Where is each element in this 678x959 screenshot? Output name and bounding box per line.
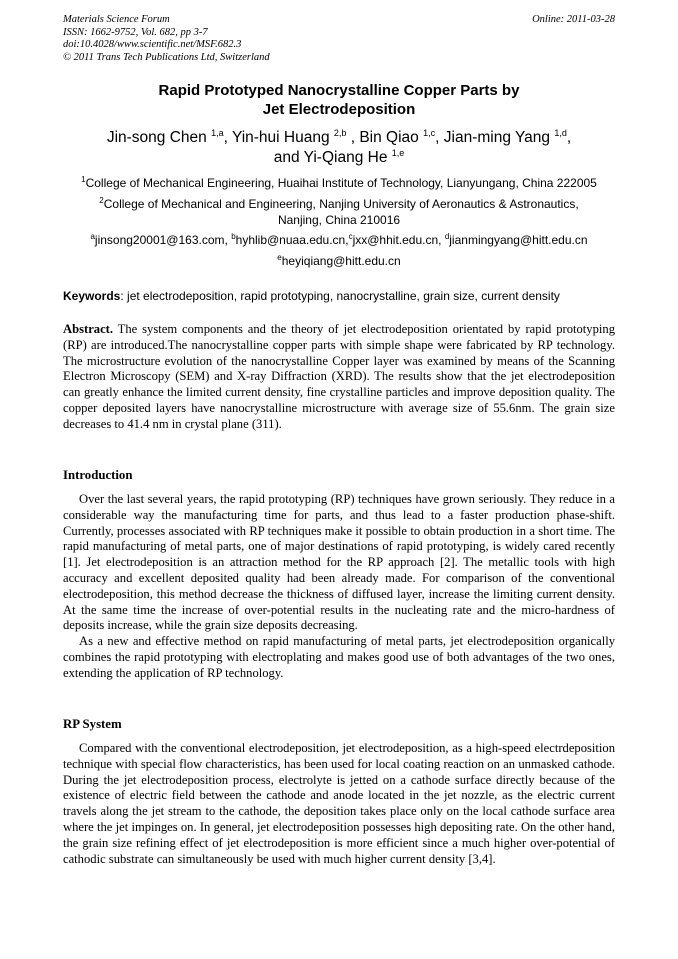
email-mark: a <box>90 232 95 241</box>
affiliation-1 <box>0 175 678 191</box>
author-line-1: Jin-song Chen $^{1,a}$, Yin-hui Huang $^{2,b}$ , Bin Qiao $^{1,c}$, Jian-ming Yang $^{1,d}$, <box>106 127 572 146</box>
author-affil-mark: 1,a <box>211 127 224 138</box>
author-name: Bin Qiao <box>359 129 419 146</box>
affil-mark: 2 <box>99 196 104 205</box>
paper-title <box>0 81 678 119</box>
email-line <box>0 232 678 248</box>
author-affil-mark: 1,e <box>391 147 405 158</box>
affiliation-2-line-1 <box>0 196 678 212</box>
paragraph: Over the last several years, the rapid prototyping (RP) techniques have grown seriously. They reduce in a considerable way the manufacturing time for parts, and thus lead to a faster production phase-shift. Currently, processes associated with RP techniques make it possible to obtain production in a short time. The rapid manufacturing of metal parts, one of major destinations of rapid prototyping, is widely cared recently [1]. Jet electrodeposition is an attraction method for the RP approach [2]. The metallic tools with high accuracy and excellent deposited quality had been already made. For comparison of the conventional electrodeposition, this method decrease the thickness of diffused layer, increase the limiting current density. At the same time the increase of over-potential results in the nucleating rate and the micro-hardness of deposits increase, while the grain size deposits decreasing. <box>63 492 615 633</box>
online-date: Online: 2011-03-28 <box>532 14 615 25</box>
author-affil-mark: 1,d <box>554 127 567 138</box>
abstract-paragraph <box>63 322 615 433</box>
email-address: jinsong20001@163.com, <box>94 233 232 247</box>
author-name: Jian-ming Yang <box>443 129 551 146</box>
email-mark: d <box>444 232 450 241</box>
author-name: Jin-song Chen <box>106 129 207 146</box>
journal-name: Materials Science Forum <box>63 14 170 25</box>
email-address: jxx@hhit.edu.cn, <box>352 233 445 247</box>
email-address: heyiqiang@hitt.edu.cn <box>281 254 401 268</box>
author-list <box>0 128 678 168</box>
author-name: and Yi-Qiang He <box>273 149 388 166</box>
section-heading-introduction: Introduction <box>63 468 133 482</box>
journal-header <box>63 14 615 64</box>
title-line-2: Jet Electrodeposition <box>262 101 416 118</box>
email-mark: b <box>231 232 236 241</box>
keywords-label: Keywords <box>63 289 121 303</box>
paragraph: Compared with the conventional electrodeposition, jet electrodeposition, as a high-speed electrdeposition technique with special flow characteristics, has been used for local coating reaction on an unmasked cathode. During the jet electrodeposition process, electrolyte is jetted on a cathode surface directly because of the existence of electric field between the cathode and anode located in the jet nozzle, as the electric current travels along the jet stream to the cathode, the deposition takes place only on the local cathode surface area where the jet impinges on. In general, jet electrodeposition possesses high depositing rate. On the other hand, the grain size refining effect of jet electrodeposition is more efficient since a much higher over-potential of cathodic substrate can simultaneously be used with much higher current density [3,4]. <box>63 741 615 866</box>
section-heading-rp-system: RP System <box>63 717 122 731</box>
email-address: hyhlib@nuaa.edu.cn, <box>235 233 349 247</box>
abstract-text: The system components and the theory of jet electrodeposition orientated by rapid prototyping (RP) are introduced.The nanocrystalline copper parts with simple shape were fabricated by RP technology. The microstructure evolution of the nanocrystalline Copper layer was examined by means of the Scanning Electron Microscopy (SEM) and X-ray Diffraction (XRD). The results show that the jet electrodeposition can greatly enhance the limited current density, fine crystalline particles and improve deposition quality. The copper deposited layers have nanocrystalline microstructure with average size of 55.6nm. The grain size decreases to 41.4 nm in crystal plane (311). <box>63 322 615 431</box>
affiliation-2 <box>0 196 678 228</box>
author-name: Yin-hui Huang <box>231 129 330 146</box>
email-mark: e <box>277 253 282 262</box>
introduction-body <box>63 492 615 682</box>
abstract <box>63 322 615 433</box>
affiliation-2-line-2: Nanjing, China 210016 <box>277 213 401 227</box>
issn-line: ISSN: 1662-9752, Vol. 682, pp 3-7 <box>63 26 208 38</box>
affil-text: College of Mechanical Engineering, Huaihai Institute of Technology, Lianyungang, China 222005 <box>85 176 597 190</box>
email-line-2 <box>0 253 678 269</box>
author-line-2 <box>0 148 678 168</box>
title-line-1: Rapid Prototyped Nanocrystalline Copper Parts by <box>158 82 520 99</box>
paragraph: As a new and effective method on rapid manufacturing of metal parts, jet electrodeposition organically combines the rapid prototyping with electroplating and makes good use of both advantages of the two ones, extending the application of RP technology. <box>63 634 615 680</box>
keywords <box>63 289 623 304</box>
email-mark: c <box>348 232 353 241</box>
author-affil-mark: 2,b <box>333 127 347 138</box>
author-affil-mark: 1,c <box>423 127 436 138</box>
rp-system-body <box>63 741 615 867</box>
affil-text: College of Mechanical and Engineering, Nanjing University of Aeronautics & Astronautics, <box>103 197 579 211</box>
copyright-line: © 2011 Trans Tech Publications Ltd, Switzerland <box>63 51 270 63</box>
affil-mark: 1 <box>81 175 86 184</box>
doi-line: doi:10.4028/www.scientific.net/MSF.682.3 <box>63 39 242 50</box>
abstract-label: Abstract. <box>63 322 114 336</box>
email-address: jianmingyang@hitt.edu.cn <box>449 233 588 247</box>
keywords-text: : jet electrodeposition, rapid prototyping, nanocrystalline, grain size, current density <box>120 289 560 303</box>
